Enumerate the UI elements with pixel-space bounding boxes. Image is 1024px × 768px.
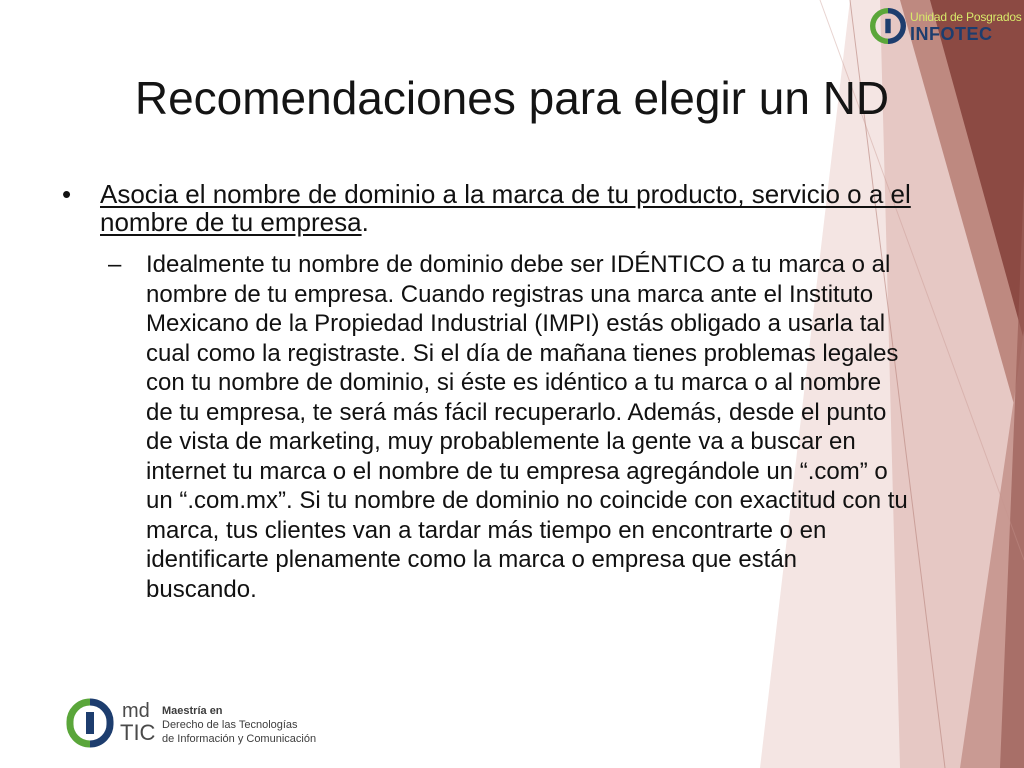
slide-title: Recomendaciones para elegir un ND (134, 72, 890, 124)
sub-bullet-item (62, 250, 962, 604)
infotec-logo-subtitle: Unidad de Posgrados (910, 10, 1022, 24)
bullet-text-underlined: Asocia el nombre de dominio a la marca de tu producto, servicio o a el nombre de tu empresa (100, 179, 911, 237)
sub-bullet-text: Idealmente tu nombre de dominio debe ser IDÉNTICO a tu marca o al nombre de tu empresa. Cuando registras una marca ante el Instituto Mexicano de la Propiedad Industrial (IMPI) estás obligado a usarla tal cual como la registraste. Si el día de mañana tienes problemas legales con tu nombre de dominio, si éste es idéntico a tu marca o al nombre de tu empresa, te será más fácil recuperarlo. Además, desde el punto de vista de marketing, muy probablemente la gente va a buscar en internet tu marca o el nombre de tu empresa agregándole un “.com” o un “.com.mx”. Si tu nombre de dominio no coincide con exactitud con tu marca, tus clientes van a tardar más tiempo en encontrarte o en identificarte plenamente como la marca o empresa que están buscando. (146, 251, 908, 603)
mdtic-logo-program (162, 704, 316, 746)
mdtic-ring-logo-icon (66, 698, 114, 748)
slide-content (62, 180, 962, 604)
mdtic-logo-line2: Derecho de las Tecnologías (162, 719, 298, 731)
mdtic-logo-md: md (122, 700, 150, 722)
bullet-text-end: . (361, 207, 369, 237)
infotec-logo (866, 6, 1022, 50)
mdtic-logo (66, 696, 366, 756)
mdtic-logo-line3: de Información y Comunicación (162, 733, 317, 745)
infotec-ring-logo-icon (870, 8, 906, 44)
mdtic-logo-line1: Maestría en (162, 705, 223, 717)
bullet-item (62, 180, 962, 236)
sub-bullet-symbol: – (108, 251, 122, 278)
mdtic-logo-tic: TIC (120, 720, 156, 745)
bullet-symbol: • (62, 179, 72, 209)
infotec-logo-wordmark: INFOTEC (910, 24, 993, 44)
